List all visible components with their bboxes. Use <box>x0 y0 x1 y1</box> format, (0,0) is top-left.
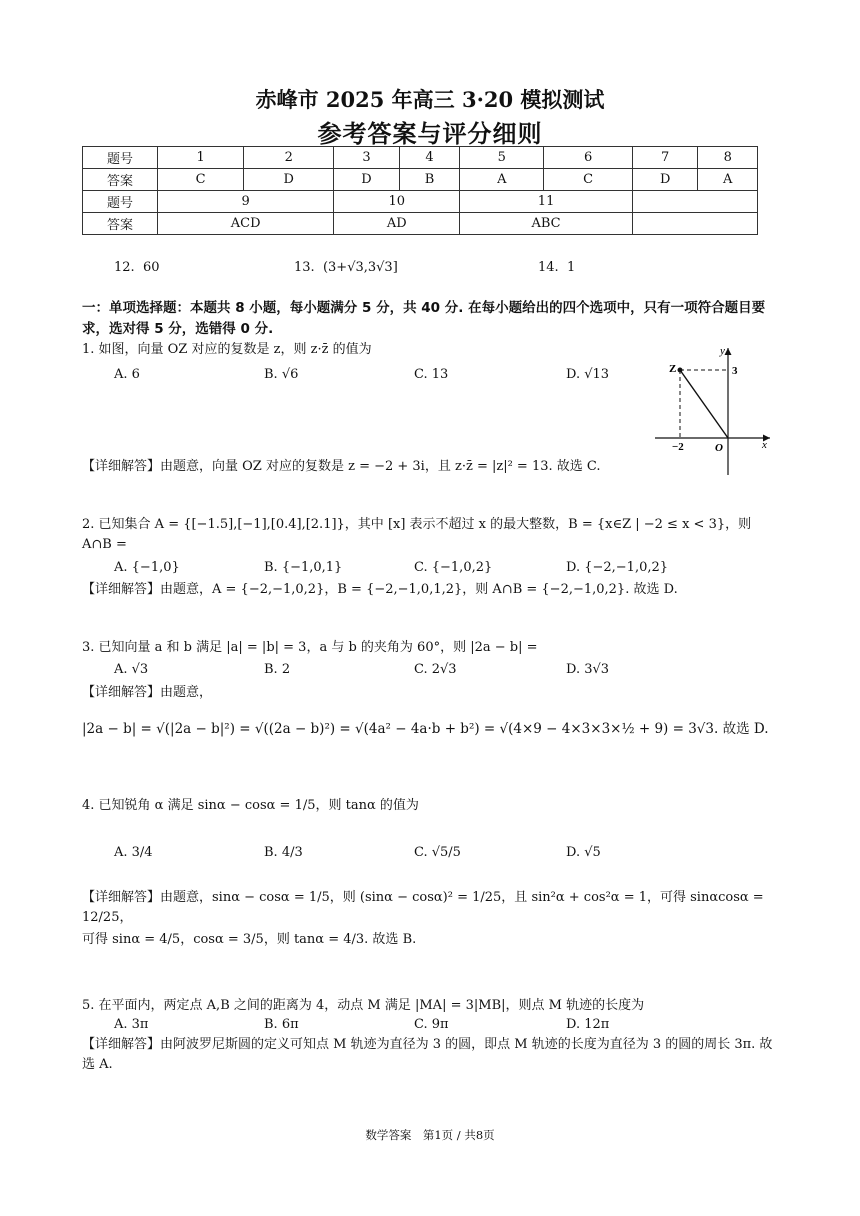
table-cell: D <box>244 169 334 191</box>
y-axis-label: y <box>720 345 725 357</box>
option-c: C. 9π <box>414 1017 449 1032</box>
question-3-formula: |2a − b| = √(|2a − b|²) = √((2a − b)²) = √(4a² − 4a·b + b²) = √(4×9 − 4×3×3×½ + 9) = 3√3. 故选 D. <box>82 721 769 737</box>
option-a: A. √3 <box>114 662 149 677</box>
table-cell: 10 <box>334 191 460 213</box>
question-4-detail-continued: 可得 sinα = 4/5，cosα = 3/5，则 tanα = 4/3. 故选 B. <box>82 932 417 947</box>
question-2-detail: 【详细解答】由题意，A = {−2,−1,0,2}，B = {−2,−1,0,1,2}，则 A∩B = {−2,−1,0,2}. 故选 D. <box>82 582 678 597</box>
option-b: B. √6 <box>264 367 299 382</box>
question-5-detail: 【详细解答】由阿波罗尼斯圆的定义可知点 M 轨迹为直径为 3 的圆，即点 M 轨迹的长度为直径为 3 的圆的周长 3π. 故选 A. <box>82 1037 773 1072</box>
option-a: A. 6 <box>114 367 140 382</box>
fill-blank-num: 14. <box>538 260 559 275</box>
question-2-stem: 2. 已知集合 A = {[−1.5],[−1],[0.4],[2.1]}，其中 [x] 表示不超过 x 的最大整数，B = {x∈Z | −2 ≤ x < 3}，则 A∩B = <box>82 517 752 552</box>
table-cell: 5 <box>460 147 544 169</box>
table-cell: 题号 <box>83 191 158 213</box>
table-cell: 8 <box>698 147 758 169</box>
table-cell: 答案 <box>83 169 158 191</box>
z-label: Z <box>669 363 677 375</box>
fill-blank-answer: (3+√3,3√3] <box>322 260 398 275</box>
y-tick-label: 3 <box>732 365 738 377</box>
table-cell: 11 <box>460 191 633 213</box>
table-cell: A <box>698 169 758 191</box>
origin-label: O <box>715 442 723 454</box>
option-d: D. 3√3 <box>566 662 610 677</box>
fill-blank-answer: 1 <box>566 260 576 275</box>
question-1-detail: 【详细解答】由题意，向量 OZ 对应的复数是 z = −2 + 3i，且 z·z̄ = |z|² = 13. 故选 C. <box>82 459 601 474</box>
table-cell: 9 <box>158 191 334 213</box>
question-4-stem: 4. 已知锐角 α 满足 sinα − cosα = 1/5，则 tanα 的值为 <box>82 798 419 813</box>
question-5-stem: 5. 在平面内，两定点 A,B 之间的距离为 4，动点 M 满足 |MA| = 3|MB|，则点 M 轨迹的长度为 <box>82 998 645 1013</box>
table-row <box>83 191 758 213</box>
option-d: D. √5 <box>566 845 601 860</box>
table-cell: 2 <box>244 147 334 169</box>
question-3-stem: 3. 已知向量 a 和 b 满足 |a| = |b| = 3，a 与 b 的夹角为 60°，则 |2a − b| = <box>82 640 538 655</box>
table-cell: 7 <box>632 147 698 169</box>
x-axis-label: x <box>762 439 767 451</box>
option-d: D. 12π <box>566 1017 610 1032</box>
option-c: C. 13 <box>414 367 449 382</box>
answer-table <box>82 146 758 235</box>
table-cell <box>632 191 757 213</box>
table-cell: ACD <box>158 213 334 235</box>
table-cell: 题号 <box>83 147 158 169</box>
document-title: 赤峰市 2025 年高三 3·20 模拟测试 <box>255 87 605 112</box>
option-b: B. 4/3 <box>264 845 303 860</box>
option-b: B. 6π <box>264 1017 299 1032</box>
option-a: A. 3/4 <box>114 845 153 860</box>
option-b: B. 2 <box>264 662 291 677</box>
option-d: D. {−2,−1,0,2} <box>566 560 669 575</box>
table-cell: C <box>158 169 244 191</box>
table-cell: D <box>632 169 698 191</box>
section-heading: 一：单项选择题：本题共 8 小题，每小题满分 5 分，共 40 分. 在每小题给出的四个选项中，只有一项符合题目要求，选对得 5 分，选错得 0 分. <box>82 300 766 337</box>
option-c: C. {−1,0,2} <box>414 560 493 575</box>
table-cell: AD <box>334 213 460 235</box>
question-3-detail: 【详细解答】由题意， <box>82 685 213 700</box>
option-b: B. {−1,0,1} <box>264 560 343 575</box>
table-row <box>83 147 758 169</box>
table-cell: 3 <box>334 147 400 169</box>
table-cell: B <box>399 169 460 191</box>
table-row <box>83 213 758 235</box>
x-tick-label: −2 <box>672 441 684 453</box>
table-cell: A <box>460 169 544 191</box>
table-cell <box>632 213 757 235</box>
option-a: A. 3π <box>114 1017 149 1032</box>
option-c: C. 2√3 <box>414 662 457 677</box>
document-subtitle: 参考答案与评分细则 <box>317 119 543 148</box>
table-cell: ABC <box>460 213 633 235</box>
option-d: D. √13 <box>566 367 610 382</box>
table-cell: 1 <box>158 147 244 169</box>
table-row <box>83 169 758 191</box>
fill-blank-num: 12. <box>114 260 135 275</box>
fill-blank-answer: 60 <box>142 260 160 275</box>
vector-oz <box>680 370 728 438</box>
option-c: C. √5/5 <box>414 845 461 860</box>
fill-blank-14 <box>538 260 575 275</box>
question-1-stem: 1. 如图，向量 OZ 对应的复数是 z，则 z·z̄ 的值为 <box>82 342 372 357</box>
table-cell: 4 <box>399 147 460 169</box>
table-cell: C <box>544 169 633 191</box>
table-cell: D <box>334 169 400 191</box>
table-cell: 6 <box>544 147 633 169</box>
fill-blank-num: 13. <box>294 260 315 275</box>
page-footer: 数学答案 第1页 / 共8页 <box>365 1128 495 1142</box>
option-a: A. {−1,0} <box>114 560 180 575</box>
point-z <box>678 368 683 373</box>
table-cell: 答案 <box>83 213 158 235</box>
fill-blank-12 <box>114 260 160 275</box>
question-4-detail: 【详细解答】由题意，sinα − cosα = 1/5，则 (sinα − cosα)² = 1/25，且 sin²α + cos²α = 1，可得 sinαcosα = 12/25， <box>82 890 764 925</box>
fill-blank-13 <box>294 260 398 275</box>
